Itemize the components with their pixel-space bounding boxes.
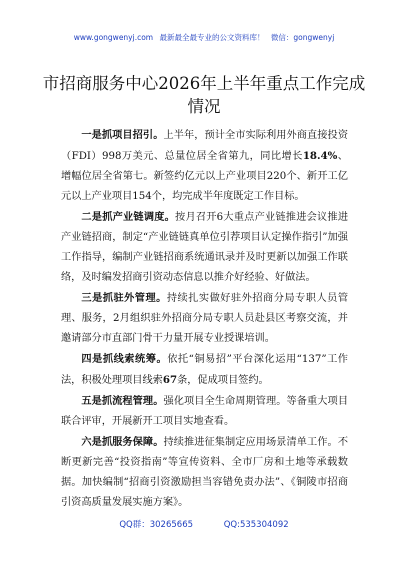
document-title: 市招商服务中心2026年上半年重点工作完成情况 [42, 74, 366, 116]
paragraph-text: 上半年，预计全市实际利用外商直接投资（FDI）998万美元、总量位居全省第九，同比增长 [61, 130, 349, 162]
header-banner [0, 33, 408, 43]
paragraph-text: 依托“铜易招”平台深化运用“137”工作法，积极处理项目线索 [61, 354, 348, 386]
paragraph [61, 349, 348, 391]
paragraph [61, 432, 348, 513]
highlighted-figure: 67 [162, 374, 178, 386]
paragraph-lead: 四是抓线索统筹。 [81, 353, 168, 365]
paragraph-text: 强化项目全生命周期管理。等备重大项目联合评审，开展新开工项目实地查看。 [61, 396, 349, 427]
wechat-id: 微信：gongwenyj [270, 33, 335, 42]
site-url[interactable]: www.gongwenyj.com [73, 33, 154, 42]
paragraph [61, 391, 348, 432]
paragraph-lead: 五是抓流程管理。 [81, 395, 164, 407]
document-body [61, 125, 348, 513]
paragraph [61, 207, 348, 288]
paragraph-text: 条，促成项目签约。 [177, 375, 269, 386]
paragraph-lead: 三是抓驻外管理。 [81, 292, 167, 304]
paragraph-text: 、增幅位居全省第七。新签约亿元以上产业项目220个、新开工亿元以上产业项目154个，均完成半年度既定工作目标。 [61, 151, 348, 202]
highlighted-figure: 18.4% [302, 150, 338, 162]
paragraph-text: 持续扎实做好驻外招商分局专职人员管理、服务，2月组织驻外招商分局专职人员赴县区考察交流，并邀请部分市直部门骨干力量开展专业授课培训。 [61, 293, 349, 344]
paragraph-lead: 一是抓项目招引。 [81, 129, 164, 141]
paragraph-lead: 二是抓产业链调度。 [81, 211, 176, 223]
qq-contact: QQ:535304092 [223, 520, 289, 530]
paragraph [61, 288, 348, 349]
paragraph-lead: 六是抓服务保障。 [81, 436, 164, 448]
paragraph [61, 125, 348, 207]
paragraph-text: 持续推进征集制定应用场景清单工作。不断更新完善“投资指南”等宣传资料、全市厂房和土地等承载数据。加快编制“招商引资激励担当容错免责办法”、《铜陵市招商引资高质量发展实施方案》。 [61, 437, 349, 508]
paragraph-text: 按月召开6大重点产业链推进会议推进产业链招商，制定“产业链链真单位引荐项目认定操作指引”加强工作指导，编制产业链招商系统通讯录并及时更新以加强工作联络，及时编发招商引资动态信息以推介好经验、好做法。 [61, 212, 349, 283]
footer-banner [0, 519, 408, 531]
banner-slogan: 最新最全最专业的公文资料库！ [159, 33, 265, 42]
qq-group: QQ群：30265665 [119, 520, 194, 530]
